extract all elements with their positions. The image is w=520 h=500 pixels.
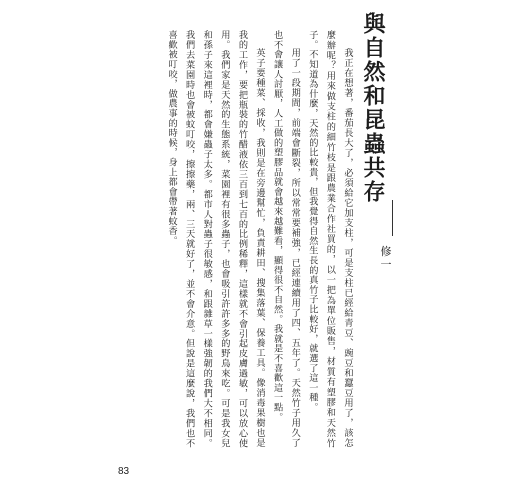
byline-rule xyxy=(392,200,393,236)
paragraph: 用了一段期間，前端會斷裂，所以常常要補強，已經連續用了四、五年了。天然竹子用久了也不會讓人討厭，人工做的塑膠品就會越來越難看，顯得很不自然。我就是不喜歡這一點。 xyxy=(271,30,301,448)
paragraph: 英子要種菜、採收，我則是在旁邊幫忙，負責耕田、搜集落葉、保養工具。像消毒果樹也是我的工作，要把瓶裝的竹醋液依三百到七百的比例稀釋，這樣就不會引起皮膚過敏，可以放心使用。我們家是天然的生態系統，菜園裡有很多蟲子，也會吸引許許多多的野鳥來吃。可是我女兒和孫子來這裡時，都會嫌蟲子太多。都市人對蟲子很敏感，和跟雜草一樣強韌的我們大不相同。我們去菜園時也會被蚊叮咬，擦擦藥，兩、三天就好了，並不會介意。但說是這麼說，我們也不喜歡被叮咬，做農事的時候，身上都會帶著蚊香。 xyxy=(166,30,266,448)
byline xyxy=(377,200,393,272)
author-name: 修一 xyxy=(379,245,392,272)
article-title: 與自然和昆蟲共存 xyxy=(360,12,386,204)
page-number: 83 xyxy=(118,466,130,477)
body-text xyxy=(162,30,356,448)
paragraph: 我正在想著，番茄長大了，必須給它加支柱，可是支柱已經給青豆、豌豆和蠶豆用了，該怎麼辦呢？用來做支柱的細竹枝是跟農業合作社買的，以一把為單位販售，材質有塑膠和天然竹子。不知道為什麼，天然的比較貴，但我覺得自然生長的真竹子比較好，就選了這一種。 xyxy=(306,30,353,448)
